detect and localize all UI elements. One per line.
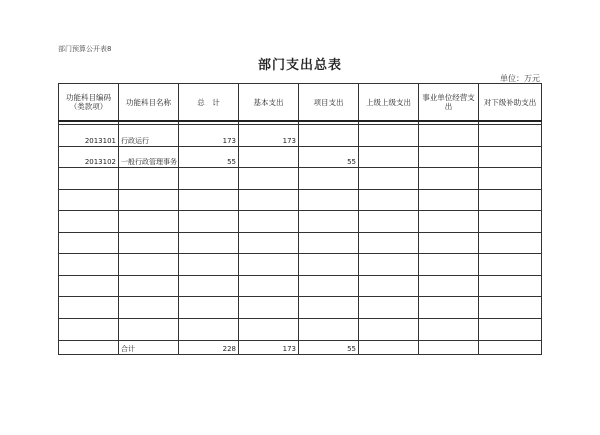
col-header-superior: 上级上级支出: [359, 84, 419, 122]
total-row: [59, 340, 542, 354]
empty-row: [59, 254, 542, 276]
cell-project: 55: [299, 146, 359, 168]
col-header-subsidy: 对下级补助支出: [479, 84, 542, 122]
total-label: 合计: [119, 340, 179, 354]
cell-superior: [359, 146, 419, 168]
cell-total: 173: [179, 125, 239, 147]
table-row: [59, 146, 542, 168]
total-subsidy: [479, 340, 542, 354]
empty-row: [59, 211, 542, 233]
cell-business: [419, 125, 479, 147]
total-project: 55: [299, 340, 359, 354]
table-row: [59, 125, 542, 147]
cell-project: [299, 125, 359, 147]
cell-subsidy: [479, 125, 542, 147]
cell-superior: [359, 125, 419, 147]
header-row: [59, 84, 542, 122]
cell-code: 2013102: [59, 146, 119, 168]
total-basic: 173: [239, 340, 299, 354]
cell-code: 2013101: [59, 125, 119, 147]
page-title: 部门支出总表: [257, 58, 342, 73]
cell-business: [419, 146, 479, 168]
col-header-code: 功能科目编码（类款项）: [59, 84, 119, 122]
total-total: 228: [179, 340, 239, 354]
col-header-total: 总 计: [179, 84, 239, 122]
total-business: [419, 340, 479, 354]
cell-basic: 173: [239, 125, 299, 147]
total-superior: [359, 340, 419, 354]
cell-name: 行政运行: [119, 125, 179, 147]
col-header-name: 功能科目名称: [119, 84, 179, 122]
page-label: 部门预算公开表8: [58, 45, 112, 53]
empty-row: [59, 275, 542, 297]
unit-label: 单位：万元: [500, 74, 540, 83]
col-header-basic: 基本支出: [239, 84, 299, 122]
empty-row: [59, 318, 542, 340]
cell-basic: [239, 146, 299, 168]
expenditure-table: [58, 83, 542, 355]
col-header-project: 项目支出: [299, 84, 359, 122]
empty-row: [59, 168, 542, 190]
empty-row: [59, 297, 542, 319]
empty-row: [59, 189, 542, 211]
empty-row: [59, 232, 542, 254]
col-header-business: 事业单位经营支出: [419, 84, 479, 122]
cell-name: 一般行政管理事务: [119, 146, 179, 168]
cell-total: 55: [179, 146, 239, 168]
cell-subsidy: [479, 146, 542, 168]
